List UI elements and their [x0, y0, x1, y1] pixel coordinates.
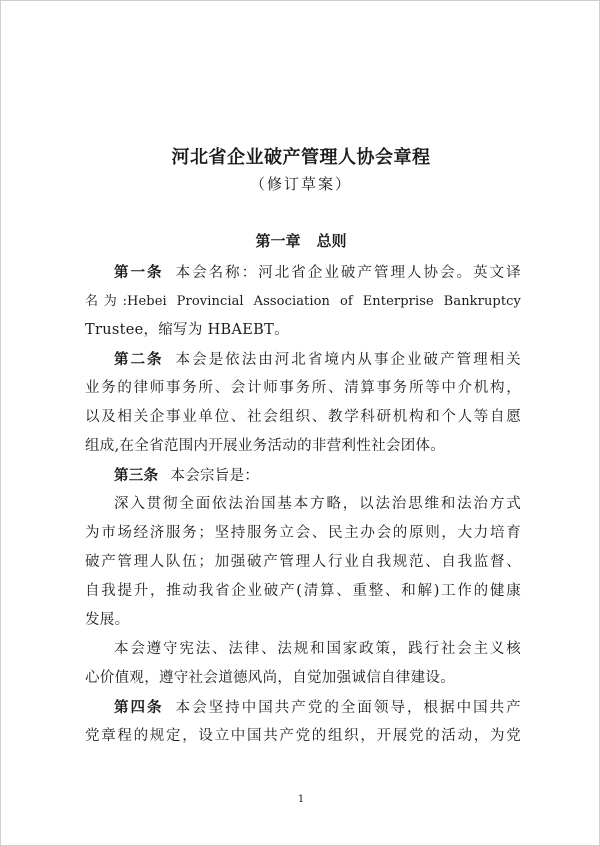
article-1-label: 第一条 — [114, 264, 164, 281]
article-2-line: 业务的律师事务所、会计师事务所、清算事务所等中介机构， — [85, 380, 521, 396]
article-3-line: 发展。 — [85, 612, 130, 628]
document-body — [85, 258, 521, 751]
article-3-line: 本会遵守宪法、法律、法规和国家政策，践行社会主义核 — [114, 641, 521, 657]
article-1-line: Trustee，缩写为 HBAEBT。 — [85, 322, 289, 338]
article-3-line: 深入贯彻全面依法治国基本方略，以法治思维和法治方式 — [114, 496, 521, 512]
article-3-line: 为市场经济服务；坚持服务立会、民主办会的原则，大力培育 — [85, 525, 521, 541]
article-4-label: 第四条 — [114, 699, 164, 716]
chapter-heading — [1, 230, 600, 251]
article-3-line — [85, 461, 521, 490]
article-4-line — [85, 693, 521, 722]
chapter-number: 第一章 — [255, 232, 301, 250]
article-2-line: 以及相关企事业单位、社会组织、教学科研机构和个人等自愿 — [85, 409, 521, 425]
article-3-line: 心价值观，遵守社会道德风尚，自觉加强诚信自律建设。 — [85, 670, 455, 686]
article-2-label: 第二条 — [114, 351, 164, 368]
article-1-line: 名为:Hebei Provincial Association of Enterprise Bankruptcy — [85, 294, 521, 309]
article-2-line — [85, 345, 521, 374]
article-4-line: 党章程的规定，设立中国共产党的组织，开展党的活动，为党 — [85, 728, 521, 744]
article-1-line — [85, 258, 521, 287]
document-title: 河北省企业破产管理人协会章程 — [171, 147, 431, 168]
article-3-text: 本会宗旨是： — [170, 468, 260, 484]
article-4-text: 本会坚持中国共产党的全面领导，根据中国共产 — [175, 700, 521, 716]
article-3-label: 第三条 — [114, 467, 159, 484]
article-1-text: 本会名称：河北省企业破产管理人协会。英文译 — [175, 265, 521, 281]
article-2-line: 组成,在全省范围内开展业务活动的非营利性社会团体。 — [85, 438, 446, 454]
chapter-name: 总则 — [316, 232, 347, 250]
article-3-line: 破产管理人队伍；加强破产管理人行业自我规范、自我监督、 — [85, 554, 521, 570]
document-subtitle: （修订草案） — [249, 175, 352, 193]
article-3-line: 自我提升，推动我省企业破产(清算、重整、和解)工作的健康 — [85, 583, 521, 599]
page-number: 1 — [297, 794, 305, 805]
article-2-text: 本会是依法由河北省境内从事企业破产管理相关 — [175, 352, 521, 368]
